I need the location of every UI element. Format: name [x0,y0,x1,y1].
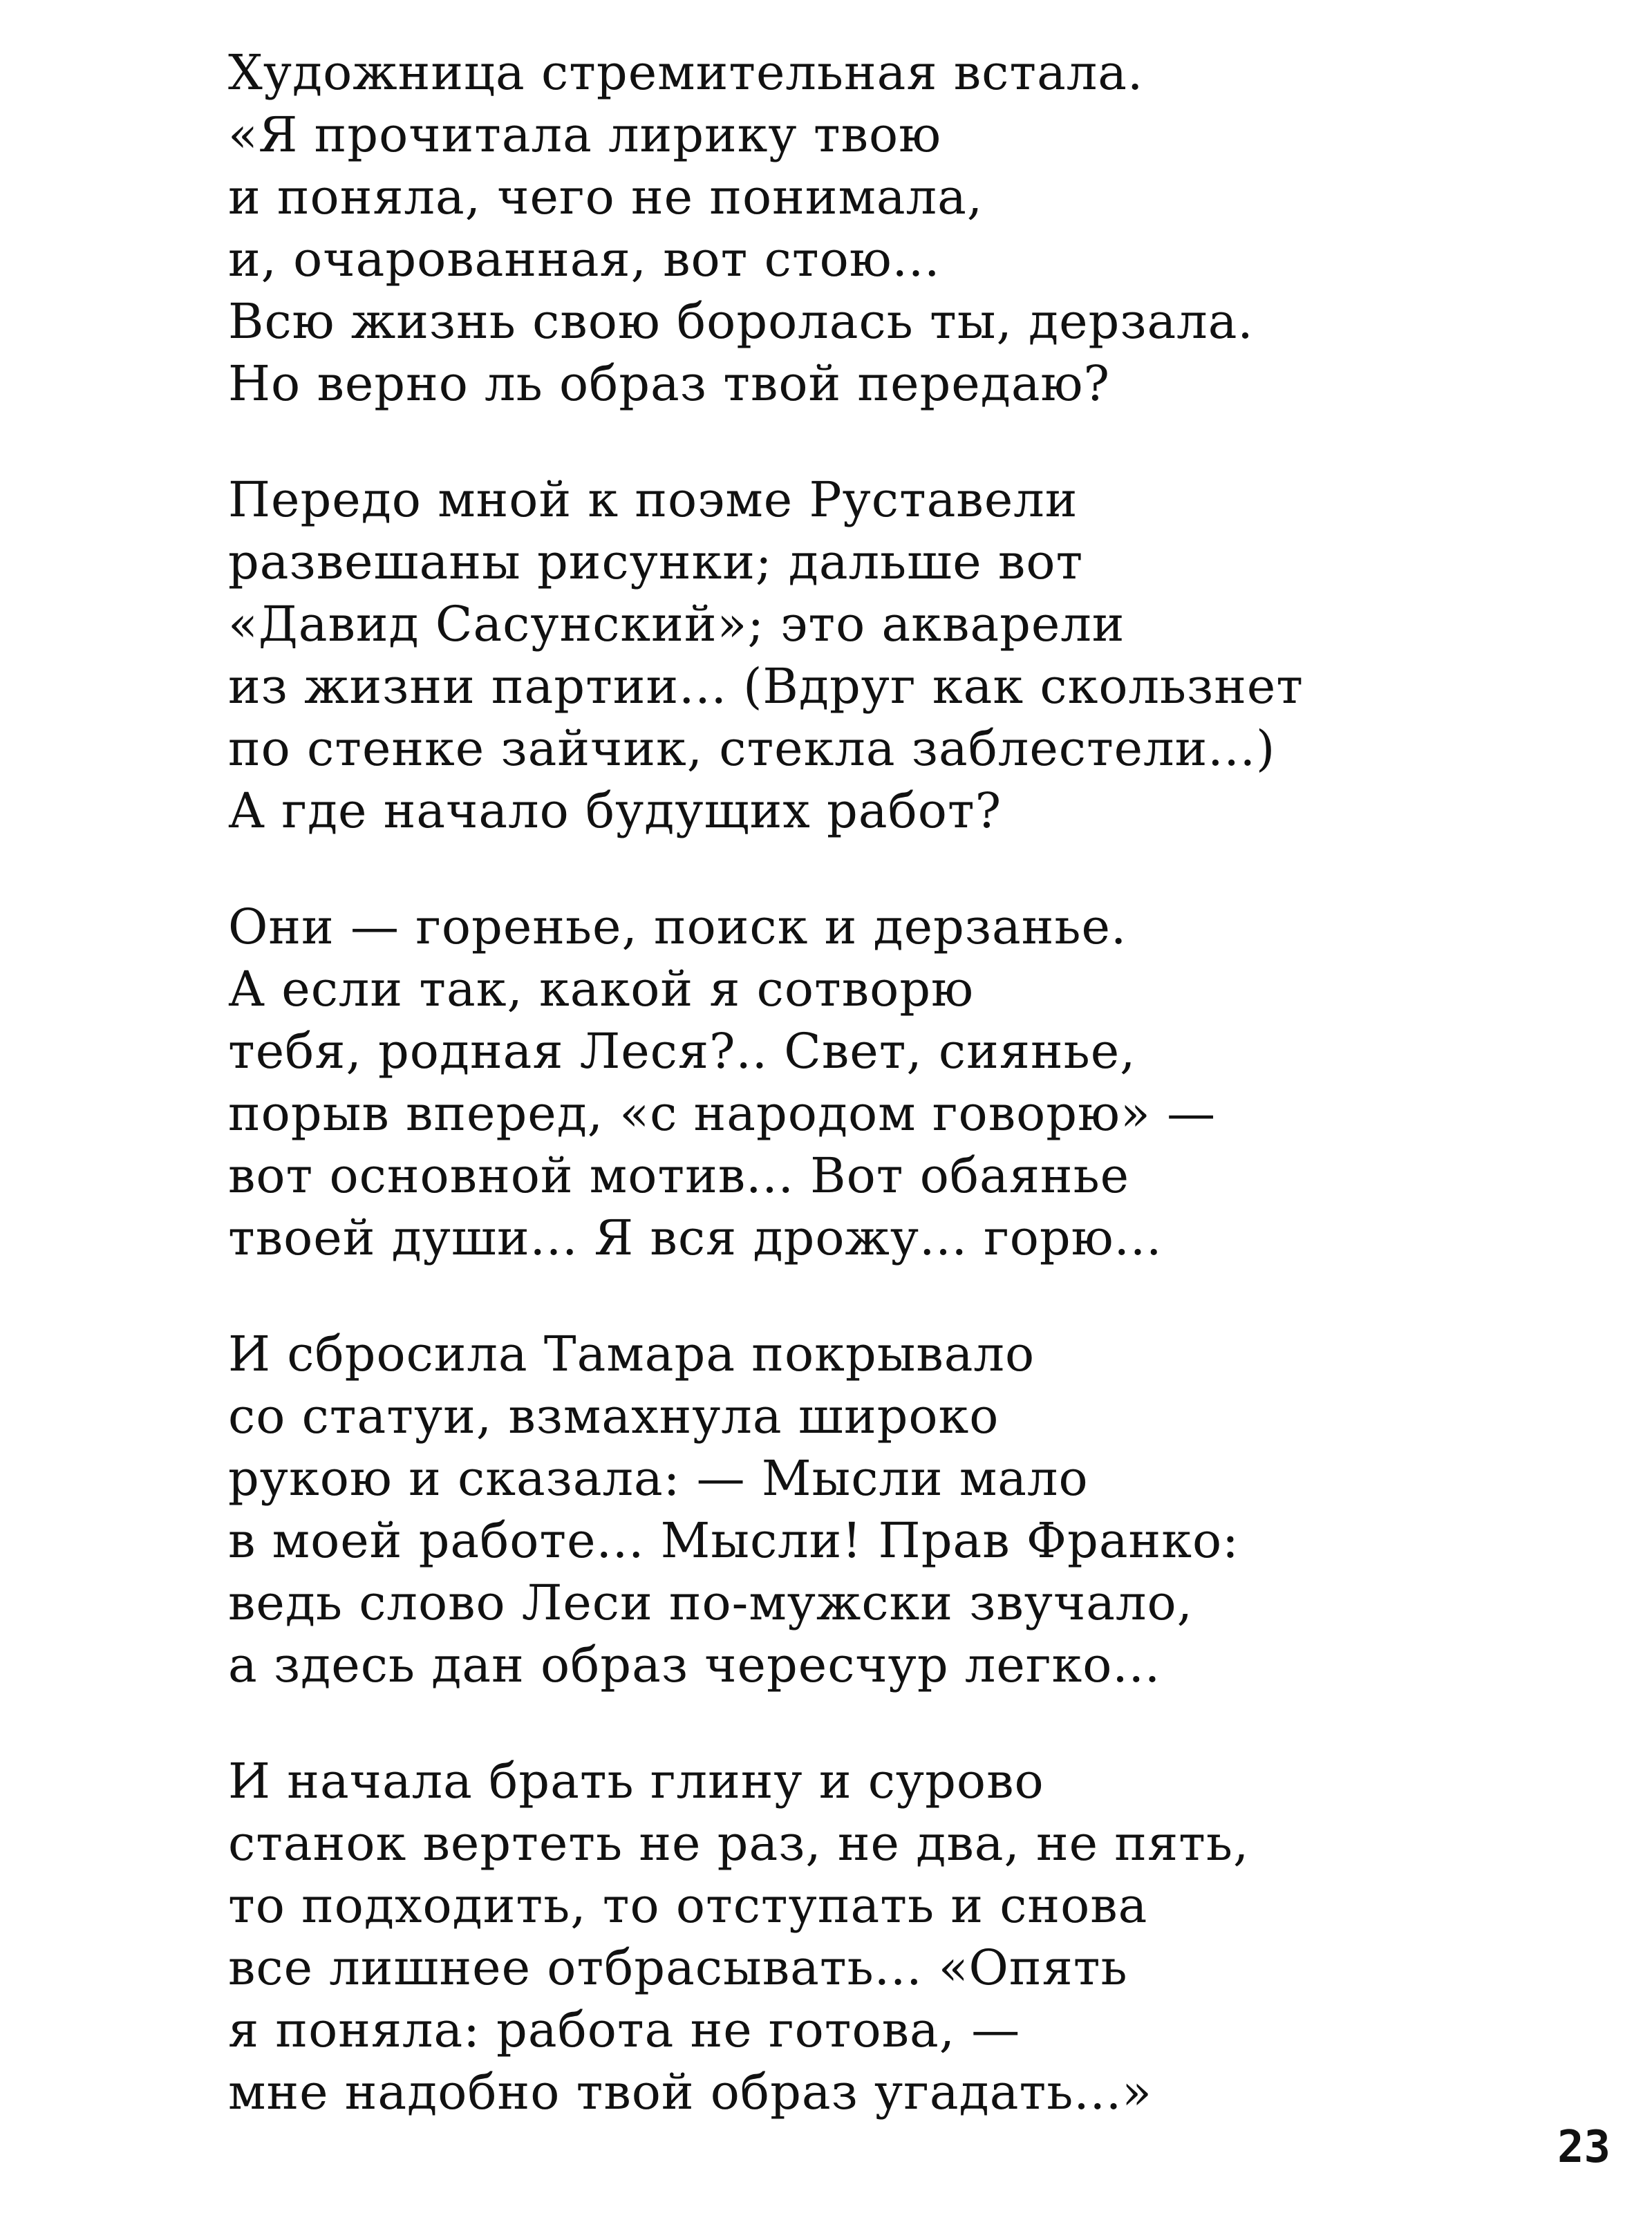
page-number: 23 [1557,2122,1611,2173]
stanza-5 [228,1750,1541,2123]
poem-line: все лишнее отбрасывать... «Опять [228,1939,1128,1996]
poem-line: Всю жизнь свою боролась ты, дерзала. [228,293,1254,350]
stanza-2 [228,469,1541,842]
poem-line: станок вертеть не раз, не два, не пять, [228,1815,1250,1872]
poem-text [228,41,1541,2177]
poem-line: И сбросила Тамара покрывало [228,1326,1035,1382]
stanza-1 [228,41,1541,415]
poem-line: Художница стремительная встала. [228,44,1144,101]
poem-line: И начала брать глину и сурово [228,1753,1044,1809]
poem-line: А если так, какой я сотворю [228,961,975,1017]
poem-line: по стенке зайчик, стекла заблестели...) [228,720,1276,777]
poem-line: порыв вперед, «с народом говорю» — [228,1085,1217,1142]
poem-line: и, очарованная, вот стою... [228,231,941,288]
poem-line: «Давид Сасунский»; это акварели [228,596,1125,652]
poem-line: из жизни партии... (Вдруг как скользнет [228,658,1304,715]
poem-line: Но верно ль образ твой передаю? [228,355,1111,412]
poem-line: Передо мной к поэме Руставели [228,471,1078,528]
poem-line: в моей работе... Мысли! Прав Франко: [228,1512,1239,1569]
poem-line: то подходить, то отступать и снова [228,1877,1148,1934]
stanza-4 [228,1323,1541,1696]
poem-line: рукою и сказала: — Мысли мало [228,1450,1089,1507]
poem-line: тебя, родная Леся?.. Свет, сиянье, [228,1023,1136,1080]
poem-line: и поняла, чего не понимала, [228,169,984,225]
poem-line: развешаны рисунки; дальше вот [228,534,1084,590]
poem-line: твоей души... Я вся дрожу... горю... [228,1210,1163,1266]
poem-line: я поняла: работа не готова, — [228,2002,1021,2058]
poem-line: а здесь дан образ чересчур легко... [228,1637,1161,1693]
stanza-3 [228,896,1541,1269]
poem-line: «Я прочитала лирику твою [228,106,942,163]
poem-line: со статуи, взмахнула широко [228,1388,999,1445]
poem-line: ведь слово Леси по-мужски звучало, [228,1574,1193,1631]
poem-line: мне надобно твой образ угадать...» [228,2064,1152,2120]
poem-line: Они — горенье, поиск и дерзанье. [228,899,1127,955]
poem-line: вот основной мотив... Вот обаянье [228,1147,1130,1204]
poem-line: А где начало будущих работ? [228,782,1002,839]
